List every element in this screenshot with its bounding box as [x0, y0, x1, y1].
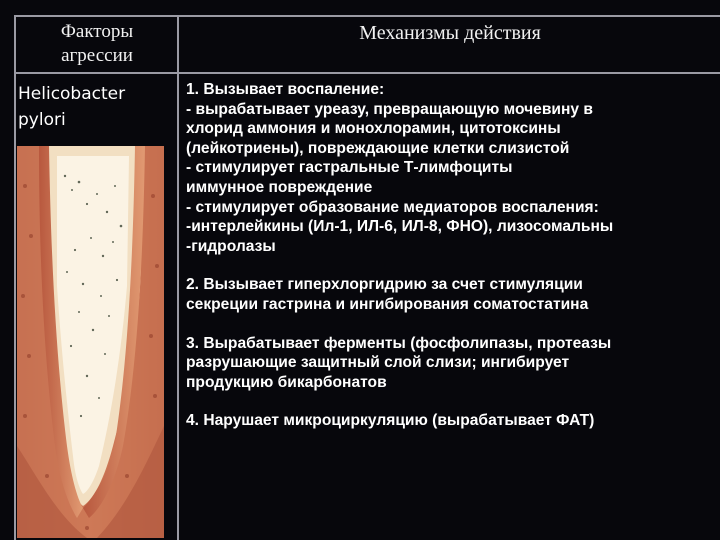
- mechanisms-list: [186, 80, 720, 450]
- micrograph-image: [17, 146, 164, 538]
- mechanism-line: - стимулирует гастральные Т-лимфоциты: [186, 159, 513, 177]
- header-mechanisms: Механизмы действия: [359, 22, 541, 44]
- mechanism-item: [186, 334, 720, 393]
- mechanism-line: 3. Вырабатывает ферменты (фосфолипазы, протеазы: [186, 334, 612, 352]
- factor-name: [18, 81, 168, 133]
- mechanism-line: 2. Вызывает гиперхлоргидрию за счет стимуляции: [186, 276, 583, 294]
- mechanism-item: [186, 411, 720, 431]
- mechanism-line: - стимулирует образование медиаторов воспаления:: [186, 198, 599, 216]
- header-factors: [16, 20, 178, 68]
- mechanism-line: - вырабатывает уреазу, превращающую мочевину в: [186, 100, 594, 118]
- mechanism-item: [186, 275, 720, 314]
- mechanism-line: хлорид аммония и монохлорамин, цитотоксины: [186, 120, 561, 138]
- mechanism-item: [186, 80, 720, 256]
- mechanism-line: 1. Вызывает воспаление:: [186, 81, 385, 98]
- mechanism-line: продукцию бикарбонатов: [186, 373, 387, 391]
- mechanism-line: 4. Нарушает микроциркуляцию (вырабатывает ФАТ): [186, 412, 595, 430]
- column-divider: [177, 15, 179, 540]
- header-factors-line: Факторы: [60, 21, 134, 42]
- header-divider: [14, 72, 720, 74]
- mechanism-line: иммунное повреждение: [186, 178, 373, 196]
- mechanism-line: секреции гастрина и ингибирования соматостатина: [186, 295, 589, 313]
- header-factors-line: агрессии: [61, 45, 133, 66]
- factor-name-line: pylori: [18, 110, 66, 130]
- mechanism-line: -гидролазы: [186, 237, 276, 255]
- histology-micrograph: [17, 146, 164, 538]
- mechanism-line: -интерлейкины (Ил-1, ИЛ-6, ИЛ-8, ФНО), лизосомальны: [186, 218, 614, 236]
- mechanism-line: (лейкотриены), повреждающие клетки слизистой: [186, 139, 570, 157]
- mechanism-line: разрушающие защитный слой слизи; ингибирует: [186, 354, 570, 372]
- table-top-border: [14, 15, 720, 17]
- table-left-border: [14, 15, 16, 540]
- factor-name-line: Helicobacter: [18, 84, 126, 104]
